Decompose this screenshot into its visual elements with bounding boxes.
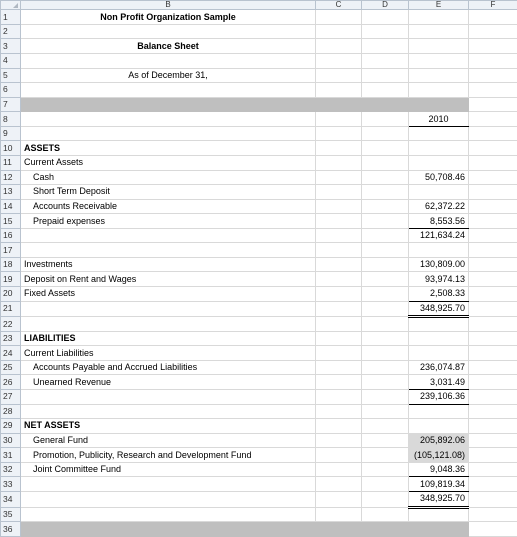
row-header-14[interactable]: 14 xyxy=(1,199,21,214)
row-21 xyxy=(1,301,517,317)
cell[interactable] xyxy=(409,39,469,54)
row-3 xyxy=(1,39,517,54)
joint-committee-fund-value-cell[interactable]: 9,048.36 xyxy=(409,462,469,477)
cell[interactable] xyxy=(469,491,517,507)
cell[interactable] xyxy=(21,126,316,141)
accounts-payable-value-cell[interactable]: 236,074.87 xyxy=(409,360,469,375)
cell[interactable] xyxy=(469,301,517,317)
cell[interactable] xyxy=(469,522,517,537)
cell[interactable] xyxy=(362,257,409,272)
cell[interactable] xyxy=(316,433,362,448)
fixed-assets-value-cell[interactable]: 2,508.33 xyxy=(409,287,469,302)
row-header-3[interactable]: 3 xyxy=(1,39,21,54)
cell[interactable] xyxy=(469,24,517,39)
row-25 xyxy=(1,360,517,375)
cell[interactable] xyxy=(21,317,316,332)
cell[interactable] xyxy=(409,404,469,419)
row-header-26[interactable]: 26 xyxy=(1,375,21,390)
cell[interactable] xyxy=(469,97,517,112)
cell[interactable] xyxy=(362,419,409,434)
fixed-assets-label-cell[interactable]: Fixed Assets xyxy=(21,287,316,302)
cell[interactable] xyxy=(316,462,362,477)
separator-cell[interactable] xyxy=(21,522,316,537)
current-liabilities-cell[interactable]: Current Liabilities xyxy=(21,346,316,361)
cell[interactable] xyxy=(469,477,517,492)
row-header-8[interactable]: 8 xyxy=(1,112,21,127)
row-header-16[interactable]: 16 xyxy=(1,228,21,243)
cell[interactable] xyxy=(409,243,469,258)
cell[interactable] xyxy=(469,155,517,170)
cell[interactable] xyxy=(362,126,409,141)
row-26 xyxy=(1,375,517,390)
cell[interactable] xyxy=(21,54,316,69)
investments-value-cell[interactable]: 130,809.00 xyxy=(409,257,469,272)
cell[interactable] xyxy=(409,24,469,39)
row-header-17[interactable]: 17 xyxy=(1,243,21,258)
row-header-36[interactable]: 36 xyxy=(1,522,21,537)
cell[interactable] xyxy=(409,317,469,332)
general-fund-label-cell[interactable]: General Fund xyxy=(21,433,316,448)
cell[interactable] xyxy=(362,228,409,243)
row-5 xyxy=(1,68,517,83)
row-10 xyxy=(1,141,517,156)
cell[interactable] xyxy=(469,199,517,214)
total-assets-cell[interactable]: 348,925.70 xyxy=(409,301,469,317)
cell[interactable] xyxy=(409,507,469,522)
row-1 xyxy=(1,10,517,25)
select-all-icon xyxy=(13,3,18,8)
cell[interactable] xyxy=(21,507,316,522)
net-assets-heading-cell[interactable]: NET ASSETS xyxy=(21,419,316,434)
cell[interactable] xyxy=(469,390,517,405)
cell[interactable] xyxy=(316,54,362,69)
cell[interactable] xyxy=(409,10,469,25)
cell[interactable] xyxy=(469,317,517,332)
cell[interactable] xyxy=(316,477,362,492)
prepaid-expenses-value-cell[interactable]: 8,553.56 xyxy=(409,214,469,229)
cell[interactable] xyxy=(362,141,409,156)
row-header-33[interactable]: 33 xyxy=(1,477,21,492)
column-header-e[interactable]: E xyxy=(409,1,469,10)
cell[interactable] xyxy=(316,404,362,419)
cell[interactable] xyxy=(362,170,409,185)
row-header-1[interactable]: 1 xyxy=(1,10,21,25)
year-header-cell[interactable]: 2010 xyxy=(409,112,469,127)
row-24 xyxy=(1,346,517,361)
cell[interactable] xyxy=(316,507,362,522)
accounts-payable-label-cell[interactable]: Accounts Payable and Accrued Liabilities xyxy=(21,360,316,375)
row-header-34[interactable]: 34 xyxy=(1,491,21,507)
cash-label-cell[interactable]: Cash xyxy=(21,170,316,185)
separator-cell[interactable] xyxy=(409,97,469,112)
row-header-21[interactable]: 21 xyxy=(1,301,21,317)
cell[interactable] xyxy=(469,214,517,229)
cell[interactable] xyxy=(469,257,517,272)
row-31 xyxy=(1,448,517,463)
deposit-rent-wages-value-cell[interactable]: 93,974.13 xyxy=(409,272,469,287)
row-2 xyxy=(1,24,517,39)
column-header-c[interactable]: C xyxy=(316,1,362,10)
unearned-revenue-label-cell[interactable]: Unearned Revenue xyxy=(21,375,316,390)
total-liabilities-net-assets-cell[interactable]: 348,925.70 xyxy=(409,491,469,507)
cell[interactable] xyxy=(316,83,362,98)
cell[interactable] xyxy=(469,68,517,83)
cell[interactable] xyxy=(316,272,362,287)
row-15 xyxy=(1,214,517,229)
row-header-6[interactable]: 6 xyxy=(1,83,21,98)
cell[interactable] xyxy=(362,462,409,477)
deposit-rent-wages-label-cell[interactable]: Deposit on Rent and Wages xyxy=(21,272,316,287)
row-header-35[interactable]: 35 xyxy=(1,507,21,522)
separator-cell[interactable] xyxy=(316,97,362,112)
row-30 xyxy=(1,433,517,448)
cell[interactable] xyxy=(469,112,517,127)
cell[interactable] xyxy=(362,68,409,83)
row-header-4[interactable]: 4 xyxy=(1,54,21,69)
cell[interactable] xyxy=(316,375,362,390)
cell[interactable] xyxy=(469,287,517,302)
cell[interactable] xyxy=(21,228,316,243)
cell[interactable] xyxy=(469,243,517,258)
cell[interactable] xyxy=(469,419,517,434)
cell[interactable] xyxy=(469,375,517,390)
current-assets-total-cell[interactable]: 121,634.24 xyxy=(409,228,469,243)
cell[interactable] xyxy=(362,272,409,287)
cell[interactable] xyxy=(362,477,409,492)
column-header-f[interactable]: F xyxy=(469,1,517,10)
date-line-cell[interactable]: As of December 31, xyxy=(21,68,316,83)
cell[interactable] xyxy=(469,83,517,98)
short-term-deposit-label-cell[interactable]: Short Term Deposit xyxy=(21,185,316,200)
cell[interactable] xyxy=(316,491,362,507)
row-header-11[interactable]: 11 xyxy=(1,155,21,170)
cell[interactable] xyxy=(316,214,362,229)
row-header-22[interactable]: 22 xyxy=(1,317,21,332)
cell[interactable] xyxy=(362,214,409,229)
general-fund-value-cell[interactable]: 205,892.06 xyxy=(409,433,469,448)
cell[interactable] xyxy=(469,331,517,346)
row-34 xyxy=(1,491,517,507)
row-4 xyxy=(1,54,517,69)
row-header-15[interactable]: 15 xyxy=(1,214,21,229)
cell[interactable] xyxy=(316,24,362,39)
cell[interactable] xyxy=(21,491,316,507)
cell[interactable] xyxy=(316,257,362,272)
cell[interactable] xyxy=(469,272,517,287)
unearned-revenue-value-cell[interactable]: 3,031.49 xyxy=(409,375,469,390)
separator-cell[interactable] xyxy=(362,97,409,112)
row-36-separator xyxy=(1,522,517,537)
row-28 xyxy=(1,404,517,419)
cell[interactable] xyxy=(316,360,362,375)
row-header-32[interactable]: 32 xyxy=(1,462,21,477)
cell[interactable] xyxy=(469,448,517,463)
prepaid-expenses-label-cell[interactable]: Prepaid expenses xyxy=(21,214,316,229)
cell[interactable] xyxy=(316,170,362,185)
row-9 xyxy=(1,126,517,141)
row-header-27[interactable]: 27 xyxy=(1,390,21,405)
cell[interactable] xyxy=(21,24,316,39)
separator-cell[interactable] xyxy=(21,97,316,112)
cell[interactable] xyxy=(362,54,409,69)
cell[interactable] xyxy=(316,346,362,361)
cell[interactable] xyxy=(21,243,316,258)
row-header-2[interactable]: 2 xyxy=(1,24,21,39)
cell[interactable] xyxy=(316,112,362,127)
separator-cell[interactable] xyxy=(409,522,469,537)
cell[interactable] xyxy=(469,228,517,243)
cell[interactable] xyxy=(362,199,409,214)
cell[interactable] xyxy=(362,10,409,25)
cell[interactable] xyxy=(409,54,469,69)
row-header-12[interactable]: 12 xyxy=(1,170,21,185)
current-assets-cell[interactable]: Current Assets xyxy=(21,155,316,170)
cell[interactable] xyxy=(316,155,362,170)
cell[interactable] xyxy=(469,433,517,448)
row-header-23[interactable]: 23 xyxy=(1,331,21,346)
cell[interactable] xyxy=(362,346,409,361)
total-liabilities-cell[interactable]: 239,106.36 xyxy=(409,390,469,405)
separator-cell[interactable] xyxy=(316,522,362,537)
liabilities-heading-cell[interactable]: LIABILITIES xyxy=(21,331,316,346)
row-20 xyxy=(1,287,517,302)
row-11 xyxy=(1,155,517,170)
cell[interactable] xyxy=(409,346,469,361)
cell[interactable] xyxy=(362,185,409,200)
cell[interactable] xyxy=(362,360,409,375)
cell[interactable] xyxy=(316,141,362,156)
cell[interactable] xyxy=(316,390,362,405)
row-17 xyxy=(1,243,517,258)
row-header-5[interactable]: 5 xyxy=(1,68,21,83)
row-header-9[interactable]: 9 xyxy=(1,126,21,141)
cell[interactable] xyxy=(21,301,316,317)
cell[interactable] xyxy=(362,112,409,127)
cell[interactable] xyxy=(409,141,469,156)
cell[interactable] xyxy=(409,185,469,200)
promotion-fund-label-cell[interactable]: Promotion, Publicity, Research and Development Fund xyxy=(21,448,316,463)
row-header-31[interactable]: 31 xyxy=(1,448,21,463)
row-8 xyxy=(1,112,517,127)
title-cell[interactable]: Non Profit Organization Sample xyxy=(21,10,316,25)
separator-cell[interactable] xyxy=(362,522,409,537)
row-header-10[interactable]: 10 xyxy=(1,141,21,156)
row-32 xyxy=(1,462,517,477)
cell[interactable] xyxy=(316,39,362,54)
cell[interactable] xyxy=(469,185,517,200)
cell[interactable] xyxy=(316,419,362,434)
cell[interactable] xyxy=(21,112,316,127)
row-7-separator xyxy=(1,97,517,112)
cell[interactable] xyxy=(316,448,362,463)
cell[interactable] xyxy=(362,39,409,54)
cell[interactable] xyxy=(362,243,409,258)
cell[interactable] xyxy=(362,390,409,405)
cell[interactable] xyxy=(469,39,517,54)
cell[interactable] xyxy=(362,287,409,302)
row-27 xyxy=(1,390,517,405)
row-header-13[interactable]: 13 xyxy=(1,185,21,200)
row-header-18[interactable]: 18 xyxy=(1,257,21,272)
row-header-25[interactable]: 25 xyxy=(1,360,21,375)
joint-committee-fund-label-cell[interactable]: Joint Committee Fund xyxy=(21,462,316,477)
cell[interactable] xyxy=(409,419,469,434)
cell[interactable] xyxy=(469,360,517,375)
cell[interactable] xyxy=(409,68,469,83)
row-6 xyxy=(1,83,517,98)
cell[interactable] xyxy=(21,477,316,492)
row-header-20[interactable]: 20 xyxy=(1,287,21,302)
row-33 xyxy=(1,477,517,492)
cell[interactable] xyxy=(469,462,517,477)
assets-heading-cell[interactable]: ASSETS xyxy=(21,141,316,156)
cell[interactable] xyxy=(469,507,517,522)
cell[interactable] xyxy=(316,10,362,25)
row-22 xyxy=(1,317,517,332)
row-header-28[interactable]: 28 xyxy=(1,404,21,419)
accounts-receivable-value-cell[interactable]: 62,372.22 xyxy=(409,199,469,214)
row-header-30[interactable]: 30 xyxy=(1,433,21,448)
cell[interactable] xyxy=(362,491,409,507)
cell[interactable] xyxy=(362,24,409,39)
net-assets-total-cell[interactable]: 109,819.34 xyxy=(409,477,469,492)
cell[interactable] xyxy=(362,404,409,419)
cell[interactable] xyxy=(469,141,517,156)
subtitle-cell[interactable]: Balance Sheet xyxy=(21,39,316,54)
cell[interactable] xyxy=(362,433,409,448)
cash-value-cell[interactable]: 50,708.46 xyxy=(409,170,469,185)
cell[interactable] xyxy=(316,185,362,200)
row-19 xyxy=(1,272,517,287)
row-14 xyxy=(1,199,517,214)
cell[interactable] xyxy=(469,170,517,185)
row-16 xyxy=(1,228,517,243)
cell[interactable] xyxy=(316,301,362,317)
cell[interactable] xyxy=(362,507,409,522)
cell[interactable] xyxy=(21,83,316,98)
cell[interactable] xyxy=(362,331,409,346)
cell[interactable] xyxy=(409,126,469,141)
cell[interactable] xyxy=(362,375,409,390)
cell[interactable] xyxy=(469,346,517,361)
cell[interactable] xyxy=(316,228,362,243)
row-header-24[interactable]: 24 xyxy=(1,346,21,361)
investments-label-cell[interactable]: Investments xyxy=(21,257,316,272)
cell[interactable] xyxy=(469,404,517,419)
cell[interactable] xyxy=(409,331,469,346)
cell[interactable] xyxy=(469,126,517,141)
promotion-fund-value-cell[interactable]: (105,121.08) xyxy=(409,448,469,463)
cell[interactable] xyxy=(362,317,409,332)
cell[interactable] xyxy=(469,54,517,69)
cell[interactable] xyxy=(409,83,469,98)
cell[interactable] xyxy=(316,331,362,346)
row-18 xyxy=(1,257,517,272)
row-35 xyxy=(1,507,517,522)
cell[interactable] xyxy=(316,287,362,302)
cell[interactable] xyxy=(362,155,409,170)
row-23 xyxy=(1,331,517,346)
row-header-7[interactable]: 7 xyxy=(1,97,21,112)
cell[interactable] xyxy=(316,126,362,141)
cell[interactable] xyxy=(316,317,362,332)
cell[interactable] xyxy=(316,199,362,214)
column-header-d[interactable]: D xyxy=(362,1,409,10)
cell[interactable] xyxy=(469,10,517,25)
cell[interactable] xyxy=(362,448,409,463)
column-header-row xyxy=(1,1,517,10)
select-all-corner[interactable] xyxy=(1,1,21,10)
row-12 xyxy=(1,170,517,185)
row-header-19[interactable]: 19 xyxy=(1,272,21,287)
accounts-receivable-label-cell[interactable]: Accounts Receivable xyxy=(21,199,316,214)
cell[interactable] xyxy=(316,243,362,258)
cell[interactable] xyxy=(362,301,409,317)
cell[interactable] xyxy=(409,155,469,170)
cell[interactable] xyxy=(316,68,362,83)
cell[interactable] xyxy=(21,390,316,405)
row-13 xyxy=(1,185,517,200)
cell[interactable] xyxy=(362,83,409,98)
cell[interactable] xyxy=(21,404,316,419)
row-header-29[interactable]: 29 xyxy=(1,419,21,434)
row-29 xyxy=(1,419,517,434)
column-header-b[interactable]: B xyxy=(21,1,316,10)
